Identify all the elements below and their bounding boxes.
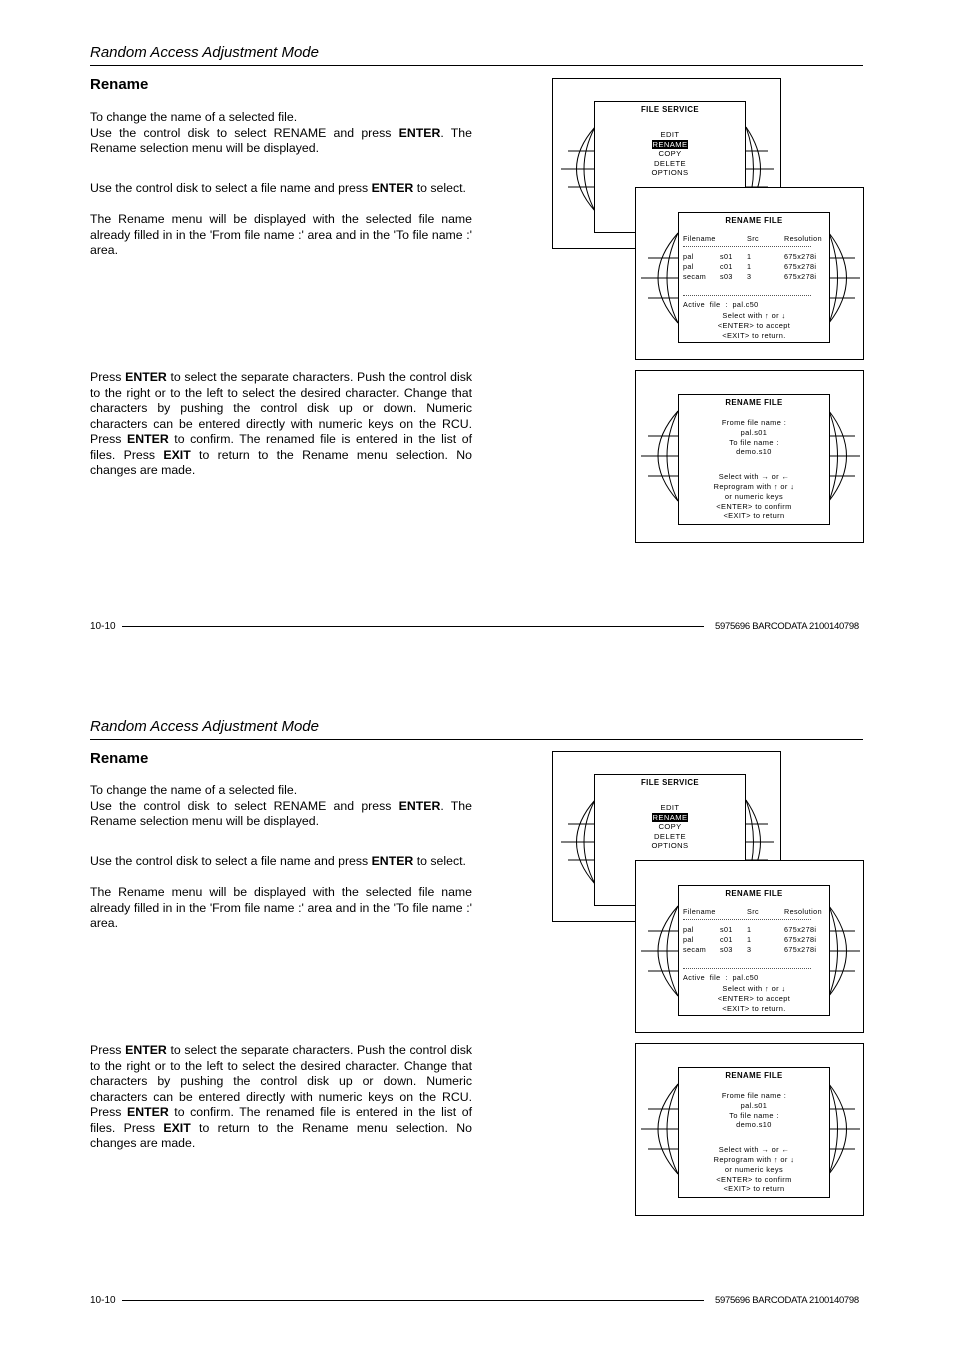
to-file-input[interactable]: demo.s10 — [736, 1120, 772, 1130]
intro-text-end: . The Rename selection menu will be displayed. — [90, 125, 472, 155]
header-rule — [90, 65, 863, 66]
cell-resolution: 675x278i — [784, 262, 817, 271]
from-file-value: pal.s01 — [740, 1100, 768, 1110]
column-header-filename: Filename — [683, 234, 716, 243]
exit-hint: <EXIT> to return — [723, 1184, 785, 1194]
running-header: Random Access Adjustment Mode — [90, 44, 319, 61]
or-text: or — [780, 1154, 788, 1164]
menu-item-rename[interactable] — [595, 140, 745, 150]
cell-name: pal — [683, 252, 694, 261]
or-text: or — [771, 984, 779, 993]
left-arrow-icon: ← — [781, 472, 790, 482]
column-header-resolution: Resolution — [784, 907, 822, 916]
footer-rule — [122, 626, 704, 627]
or-text: or — [780, 481, 788, 491]
rename-file-list-menu — [678, 885, 830, 1016]
cell-src: 3 — [747, 272, 752, 281]
menu-item-rename[interactable] — [595, 813, 745, 823]
left-arrow-icon: ← — [781, 1145, 790, 1155]
header-rule — [90, 739, 863, 740]
cell-name: pal — [683, 935, 694, 944]
menu-item-copy[interactable]: COPY — [658, 149, 682, 159]
menu-title: RENAME FILE — [725, 1071, 783, 1080]
rename-file-edit-menu — [678, 1067, 830, 1198]
paragraph-intro — [90, 783, 472, 830]
column-header-src: Src — [747, 234, 759, 243]
menu-title: FILE SERVICE — [641, 778, 699, 787]
menu-item-edit[interactable]: EDIT — [660, 803, 680, 812]
paragraph-select — [90, 854, 472, 870]
enter-hint: <ENTER> to accept — [717, 320, 791, 330]
rename-file-edit-menu — [678, 394, 830, 525]
divider — [683, 968, 811, 969]
right-arrow-icon: → — [761, 1145, 770, 1155]
press-text: Press — [90, 370, 126, 384]
right-arrow-icon: → — [761, 472, 770, 482]
cell-name: secam — [683, 945, 707, 954]
footer-rule — [122, 1300, 704, 1301]
cell-ext: c01 — [720, 262, 733, 271]
cell-ext: s03 — [720, 272, 733, 281]
cell-resolution: 675x278i — [784, 925, 817, 934]
divider — [683, 295, 811, 296]
active-file: Active file : pal.c50 — [683, 973, 759, 982]
enter-key: ENTER — [125, 1043, 167, 1057]
paragraph-instructions — [90, 1043, 472, 1152]
menu-title: FILE SERVICE — [641, 105, 699, 114]
enter-hint: <ENTER> to confirm — [716, 501, 792, 511]
hint-text: Select with — [722, 984, 763, 993]
reprogram-hint — [679, 1155, 829, 1165]
cell-ext: c01 — [720, 935, 733, 944]
cell-ext: s01 — [720, 252, 733, 261]
instruction-text: to select the separate characters. Push the control disk to the right or to the left to select the desired character. Change that characters by pushing the control disk up or down. Numeric characters can be entered directly with numeric keys on the RCU. — [90, 370, 472, 431]
section-title: Rename — [90, 76, 149, 93]
cell-resolution: 675x278i — [784, 272, 817, 281]
page-number: 10-10 — [90, 1295, 116, 1306]
cell-src: 1 — [747, 262, 752, 271]
menu-title: RENAME FILE — [725, 398, 783, 407]
rename-file-list-menu — [678, 212, 830, 343]
menu-item-options[interactable]: OPTIONS — [651, 168, 689, 178]
hint-text: Select with — [718, 472, 759, 482]
controls-help — [679, 984, 829, 1013]
instruction-text: to confirm. The renamed file is entered in the list of files. — [90, 1105, 472, 1135]
numeric-keys-hint: or numeric keys — [724, 1164, 784, 1174]
cell-src: 1 — [747, 935, 752, 944]
paragraph-rename-menu: The Rename menu will be displayed with the selected file name already filled in in the 'From file name :' area and in the 'To file name :' area. — [90, 885, 472, 930]
exit-hint: <EXIT> to return — [723, 511, 785, 521]
column-header-filename: Filename — [683, 907, 716, 916]
enter-key: ENTER — [398, 798, 441, 813]
up-arrow-icon: ↑ — [773, 1154, 778, 1164]
cell-ext: s03 — [720, 945, 733, 954]
enter-key: ENTER — [127, 432, 169, 446]
exit-hint: <EXIT> to return. — [722, 1003, 786, 1013]
exit-hint: <EXIT> to return. — [722, 330, 786, 340]
active-file: Active file : pal.c50 — [683, 300, 759, 309]
press-text: Press — [90, 1105, 128, 1119]
from-file-value: pal.s01 — [740, 427, 768, 437]
down-arrow-icon: ↓ — [790, 1154, 795, 1164]
divider — [683, 919, 811, 920]
page-half-bottom — [0, 674, 954, 1346]
menu-item-copy[interactable]: COPY — [658, 822, 682, 832]
intro-line: To change the name of a selected file. — [90, 783, 298, 797]
up-arrow-icon: ↑ — [765, 311, 770, 320]
hint-text: Reprogram with — [713, 1154, 772, 1164]
menu-title: RENAME FILE — [725, 889, 783, 898]
up-arrow-icon: ↑ — [765, 984, 770, 993]
intro-text-end: . The Rename selection menu will be displayed. — [90, 798, 472, 828]
menu-item-delete[interactable]: DELETE — [654, 158, 686, 168]
controls-help — [679, 311, 829, 340]
menu-item-delete[interactable]: DELETE — [654, 831, 686, 841]
enter-key: ENTER — [127, 1105, 169, 1119]
from-file-label: Frome file name : — [721, 1091, 787, 1100]
paragraph-intro — [90, 110, 472, 157]
select-text: Use the control disk to select a file name and press — [90, 854, 372, 868]
screen-frame-rename-list — [635, 860, 864, 1033]
hint-text: Select with — [722, 311, 763, 320]
paragraph-select — [90, 181, 472, 197]
enter-hint: <ENTER> to accept — [717, 993, 791, 1003]
enter-hint: <ENTER> to confirm — [716, 1174, 792, 1184]
enter-key: ENTER — [371, 854, 414, 868]
cell-name: pal — [683, 262, 694, 271]
cell-src: 1 — [747, 925, 752, 934]
exit-key: EXIT — [163, 1120, 191, 1135]
instruction-text: to return to the Rename menu selection. No changes are made. — [90, 447, 472, 477]
select-text-end: to select. — [413, 181, 466, 195]
intro-text: Use the control disk to select RENAME and press — [90, 798, 399, 813]
cell-ext: s01 — [720, 925, 733, 934]
column-header-src: Src — [747, 907, 759, 916]
column-header-resolution: Resolution — [784, 234, 822, 243]
press-text: Press — [90, 1043, 126, 1057]
selected-item-label: RENAME — [652, 812, 688, 822]
page-number: 10-10 — [90, 621, 116, 632]
or-text: or — [771, 472, 779, 482]
press-text: Press — [123, 447, 164, 462]
up-arrow-icon: ↑ — [773, 481, 778, 491]
document-code: 5975696 BARCODATA 2100140798 — [715, 1295, 859, 1306]
selected-item-label: RENAME — [652, 139, 688, 149]
instruction-text: to select the separate characters. Push the control disk to the right or to the left to select the desired character. Change that characters by pushing the control disk up or down. Numeric characters can be entered directly with numeric keys on the RCU. — [90, 1043, 472, 1104]
press-text: Press — [90, 432, 128, 446]
reprogram-hint — [679, 482, 829, 492]
instruction-text: to return to the Rename menu selection. No changes are made. — [90, 1120, 472, 1150]
select-hint — [679, 472, 829, 482]
intro-text: Use the control disk to select RENAME and press — [90, 125, 399, 140]
screen-frame-rename-edit — [635, 370, 864, 543]
down-arrow-icon: ↓ — [781, 311, 786, 320]
enter-key: ENTER — [125, 370, 167, 384]
cell-src: 3 — [747, 945, 752, 954]
down-arrow-icon: ↓ — [790, 481, 795, 491]
cell-name: pal — [683, 925, 694, 934]
enter-key: ENTER — [371, 181, 414, 195]
cell-name: secam — [683, 272, 707, 281]
instruction-text: to confirm. The renamed file is entered in the list of files. — [90, 432, 472, 462]
paragraph-instructions — [90, 370, 472, 479]
screen-frame-rename-edit — [635, 1043, 864, 1216]
menu-item-edit[interactable]: EDIT — [660, 130, 680, 139]
cell-src: 1 — [747, 252, 752, 261]
select-text: Use the control disk to select a file name and press — [90, 181, 372, 195]
cell-resolution: 675x278i — [784, 935, 817, 944]
document-code: 5975696 BARCODATA 2100140798 — [715, 621, 859, 632]
from-file-label: Frome file name : — [721, 418, 787, 427]
or-text: or — [771, 1145, 779, 1155]
select-hint — [679, 984, 829, 994]
section-title: Rename — [90, 750, 149, 767]
running-header: Random Access Adjustment Mode — [90, 718, 319, 735]
hint-text: Select with — [718, 1145, 759, 1155]
divider — [683, 246, 811, 247]
screen-frame-rename-list — [635, 187, 864, 360]
numeric-keys-hint: or numeric keys — [724, 491, 784, 501]
select-hint — [679, 311, 829, 321]
menu-title: RENAME FILE — [725, 216, 783, 225]
press-text: Press — [123, 1120, 164, 1135]
or-text: or — [771, 311, 779, 320]
to-file-label: To file name : — [729, 1110, 779, 1120]
cell-resolution: 675x278i — [784, 945, 817, 954]
down-arrow-icon: ↓ — [781, 984, 786, 993]
to-file-label: To file name : — [729, 437, 779, 447]
hint-text: Reprogram with — [713, 481, 772, 491]
menu-item-options[interactable]: OPTIONS — [651, 841, 689, 851]
paragraph-rename-menu: The Rename menu will be displayed with the selected file name already filled in in the 'From file name :' area and in the 'To file name :' area. — [90, 212, 472, 257]
exit-key: EXIT — [163, 447, 191, 462]
enter-key: ENTER — [398, 125, 441, 140]
select-text-end: to select. — [413, 854, 466, 868]
to-file-input[interactable]: demo.s10 — [736, 447, 772, 457]
page-half-top — [0, 0, 954, 672]
intro-line: To change the name of a selected file. — [90, 110, 298, 124]
select-hint — [679, 1145, 829, 1155]
cell-resolution: 675x278i — [784, 252, 817, 261]
